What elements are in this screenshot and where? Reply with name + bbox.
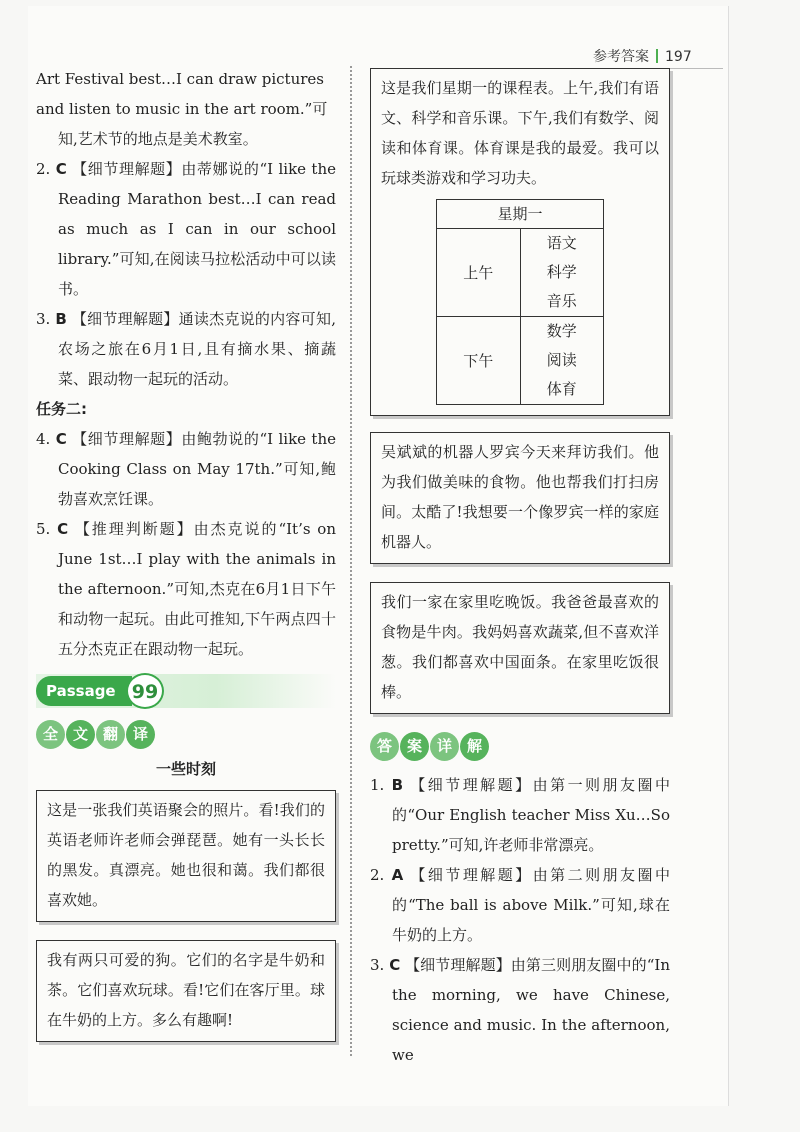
badge-char: 文	[66, 720, 95, 749]
item-number: 3.	[36, 310, 51, 328]
item-text: 【细节理解题】由第二则朋友圈中的“The ball is above Milk.”可知,球在牛奶的上方。	[392, 866, 670, 944]
translation-badge	[36, 720, 336, 750]
answer-item	[370, 950, 670, 1070]
item-number: 5.	[36, 520, 51, 538]
subject: 数学	[546, 322, 577, 340]
item-text: 【推理判断题】由杰克说的“It’s on June 1st…I play with the animals in the afternoon.”可知,杰克在6月1日下午和动物一起玩。由此可推知,下午两点四十五分杰克正在跟动物一起玩。	[58, 520, 336, 658]
answer-item	[36, 514, 336, 664]
answer-letter: C	[57, 520, 69, 538]
answer-item	[36, 154, 336, 304]
schedule-period: 上午	[437, 229, 521, 317]
subject: 科学	[546, 263, 577, 281]
schedule-subjects	[520, 317, 604, 405]
header-separator	[656, 49, 658, 63]
schedule-text: 这是我们星期一的课程表。上午,我们有语文、科学和音乐课。下午,我们有数学、阅读和体育课。体育课是我的最爱。我可以玩球类游戏和学习功夫。	[381, 79, 659, 187]
passage-number: 99	[126, 673, 164, 709]
translation-box: 我有两只可爱的狗。它们的名字是牛奶和茶。它们喜欢玩球。看!它们在客厅里。球在牛奶的上方。多么有趣啊!	[36, 940, 336, 1042]
answer-item	[370, 770, 670, 860]
badge-char: 详	[430, 732, 459, 761]
column-divider	[350, 66, 352, 1056]
passage-label: Passage	[36, 676, 132, 706]
schedule-table	[436, 199, 604, 405]
header-title: 参考答案	[593, 49, 649, 65]
badge-char: 全	[36, 720, 65, 749]
badge-char: 答	[370, 732, 399, 761]
text-line: and listen to music in the art room.”可	[36, 100, 328, 118]
page-number: 197	[665, 49, 692, 65]
answer-letter: C	[389, 956, 401, 974]
translation-box: 吴斌斌的机器人罗宾今天来拜访我们。他为我们做美味的食物。他也帮我们打扫房间。太酷了!我想要一个像罗宾一样的家庭机器人。	[370, 432, 670, 564]
passage-banner	[36, 674, 336, 708]
answer-letter: C	[55, 430, 67, 448]
item-text: 【细节理解题】由第三则朋友圈中的“In the morning, we have Chinese, science and music. In the afternoon, we	[392, 956, 670, 1064]
task-heading: 任务二:	[36, 400, 87, 418]
subject: 阅读	[546, 351, 577, 369]
schedule-box	[370, 68, 670, 416]
answer-letter: B	[391, 776, 403, 794]
subject: 音乐	[546, 292, 577, 310]
answer-letter: C	[55, 160, 67, 178]
item-number: 4.	[36, 430, 51, 448]
item-number: 3.	[370, 956, 385, 974]
subject: 语文	[546, 234, 577, 252]
translation-box: 这是一张我们英语聚会的照片。看!我们的英语老师许老师会弹琵琶。她有一头长长的黑发。真漂亮。她也很和蔼。我们都很喜欢她。	[36, 790, 336, 922]
item-number: 2.	[36, 160, 51, 178]
schedule-period: 下午	[437, 317, 521, 405]
badge-char: 翻	[96, 720, 125, 749]
item-number: 2.	[370, 866, 385, 884]
answer-list	[370, 770, 670, 1070]
text-line: Art Festival best…I can draw pictures	[36, 70, 324, 88]
translation-title: 一些时刻	[155, 760, 216, 778]
item-text: 【细节理解题】由第一则朋友圈中的“Our English teacher Miss Xu…So pretty.”可知,许老师非常漂亮。	[392, 776, 670, 854]
answer-item	[370, 860, 670, 950]
answer-letter: B	[55, 310, 67, 328]
badge-char: 案	[400, 732, 429, 761]
badge-char: 译	[126, 720, 155, 749]
page-header	[593, 46, 692, 66]
answer-item	[36, 304, 336, 394]
item-text: 【细节理解题】由蒂娜说的“I like the Reading Marathon best…I can read as much as I can in our school library.”可知,在阅读马拉松活动中可以读书。	[58, 160, 336, 298]
answer-letter: A	[391, 866, 404, 884]
schedule-header: 星期一	[437, 200, 604, 229]
answer-badge	[370, 732, 670, 762]
translation-box: 我们一家在家里吃晚饭。我爸爸最喜欢的食物是牛肉。我妈妈喜欢蔬菜,但不喜欢洋葱。我们都喜欢中国面条。在家里吃饭很棒。	[370, 582, 670, 714]
left-column	[36, 64, 336, 1060]
schedule-subjects	[520, 229, 604, 317]
item-text: 【细节理解题】通读杰克说的内容可知,农场之旅在6月1日,且有摘水果、摘蔬菜、跟动物一起玩的活动。	[58, 310, 336, 388]
text-line: 知,艺术节的地点是美术教室。	[58, 130, 258, 148]
badge-char: 解	[460, 732, 489, 761]
right-column	[370, 68, 670, 1070]
subject: 体育	[546, 380, 577, 398]
item-text: 【细节理解题】由鲍勃说的“I like the Cooking Class on May 17th.”可知,鲍勃喜欢烹饪课。	[58, 430, 336, 508]
answer-item	[36, 424, 336, 514]
item-number: 1.	[370, 776, 385, 794]
